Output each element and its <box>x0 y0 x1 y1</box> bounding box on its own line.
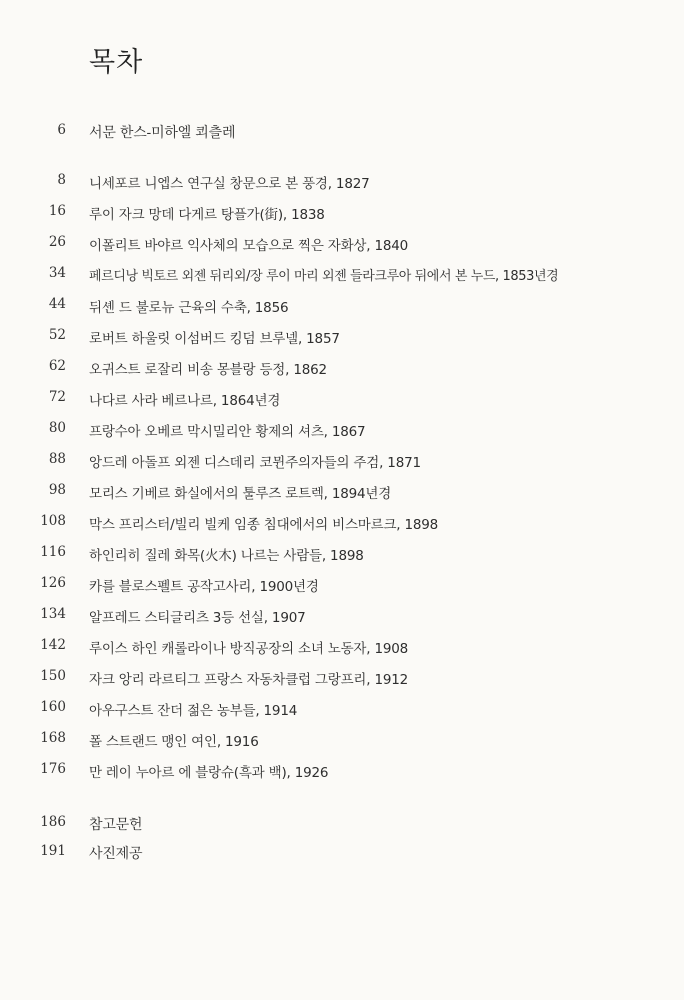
toc-entry-title: 니세포르 니엡스 연구실 창문으로 본 풍경, 1827 <box>89 176 370 192</box>
toc-page-number: 44 <box>48 296 66 312</box>
toc-entry-title: 하인리히 질레 화목(火木) 나르는 사람들, 1898 <box>89 548 364 564</box>
toc-page-number: 186 <box>40 814 66 830</box>
toc-entry <box>0 327 684 349</box>
toc-entry <box>0 513 684 535</box>
toc-entry-title: 루이스 하인 캐롤라이나 방직공장의 소녀 노동자, 1908 <box>89 641 409 657</box>
toc-page-number: 108 <box>40 513 66 529</box>
toc-page-number: 72 <box>48 389 66 405</box>
toc-page-number: 176 <box>40 761 66 777</box>
toc-entry-title: 앙드레 아돌프 외젠 디스데리 코뮌주의자들의 주검, 1871 <box>89 455 421 471</box>
toc-page-number: 134 <box>40 606 66 622</box>
toc-entry-title: 사진제공 <box>89 846 143 862</box>
toc-page-number: 150 <box>40 668 66 684</box>
toc-entry <box>0 730 684 752</box>
toc-page-number: 34 <box>48 265 66 281</box>
toc-entry-title: 만 레이 누아르 에 블랑슈(흑과 백), 1926 <box>89 765 329 781</box>
toc-page-number: 16 <box>48 203 66 219</box>
toc-entry <box>0 296 684 318</box>
toc-page-number: 6 <box>57 122 66 138</box>
toc-entry <box>0 122 684 144</box>
toc-page-number: 168 <box>40 730 66 746</box>
toc-entry-title: 나다르 사라 베르나르, 1864년경 <box>89 393 281 409</box>
toc-page-number: 142 <box>40 637 66 653</box>
toc-page-number: 88 <box>48 451 66 467</box>
toc-page-number: 126 <box>40 575 66 591</box>
toc-entry-title: 알프레드 스티글리츠 3등 선실, 1907 <box>89 610 306 626</box>
toc-entry-title: 서문 한스-미하엘 쾨츨레 <box>89 125 236 141</box>
toc-entry <box>0 761 684 783</box>
toc-entry <box>0 637 684 659</box>
toc-entry-title: 페르디낭 빅토르 외젠 뒤리외/장 루이 마리 외젠 들라크루아 뒤에서 본 누드, 1853년경 <box>89 269 559 284</box>
toc-page-number: 191 <box>40 843 66 859</box>
toc-page-number: 26 <box>48 234 66 250</box>
toc-page-number: 8 <box>57 172 66 188</box>
toc-entry-title: 모리스 기베르 화실에서의 툴루즈 로트렉, 1894년경 <box>89 486 392 502</box>
toc-entry <box>0 843 684 865</box>
toc-entry-title: 아우구스트 잔더 젊은 농부들, 1914 <box>89 703 298 719</box>
toc-entry-title: 프랑수아 오베르 막시밀리안 황제의 셔츠, 1867 <box>89 424 366 440</box>
toc-page-number: 80 <box>48 420 66 436</box>
toc-page-number: 160 <box>40 699 66 715</box>
toc-entry <box>0 203 684 225</box>
toc-entry <box>0 699 684 721</box>
toc-entry-title: 자크 앙리 라르티그 프랑스 자동차클럽 그랑프리, 1912 <box>89 672 409 688</box>
toc-entry <box>0 420 684 442</box>
toc-entry-title: 오귀스트 로잘리 비송 몽블랑 등정, 1862 <box>89 362 327 378</box>
toc-entry-title: 카를 블로스펠트 공작고사리, 1900년경 <box>89 579 319 595</box>
toc-page-number: 62 <box>48 358 66 374</box>
toc-entry <box>0 172 684 194</box>
toc-entry <box>0 575 684 597</box>
toc-entry-title: 이폴리트 바야르 익사체의 모습으로 찍은 자화상, 1840 <box>89 238 409 254</box>
toc-entry-title: 로버트 하울릿 이섬버드 킹덤 브루넬, 1857 <box>89 331 340 347</box>
toc-entry <box>0 544 684 566</box>
toc-entry <box>0 389 684 411</box>
toc-entry-title: 뒤셴 드 불로뉴 근육의 수축, 1856 <box>89 300 289 316</box>
toc-entry-title: 폴 스트랜드 맹인 여인, 1916 <box>89 734 259 750</box>
toc-entry <box>0 482 684 504</box>
toc-entry <box>0 358 684 380</box>
toc-entry <box>0 814 684 836</box>
toc-entry <box>0 668 684 690</box>
toc-entry <box>0 606 684 628</box>
toc-page-number: 98 <box>48 482 66 498</box>
toc-entry <box>0 451 684 473</box>
page-title: 목차 <box>89 47 144 78</box>
toc-entry-title: 루이 자크 망데 다게르 탕플가(街), 1838 <box>89 207 325 223</box>
toc-entry-title: 참고문헌 <box>89 817 143 833</box>
toc-entry <box>0 265 684 287</box>
toc-page-number: 116 <box>40 544 66 560</box>
toc-page-number: 52 <box>48 327 66 343</box>
toc-entry <box>0 234 684 256</box>
toc-entry-title: 막스 프리스터/빌리 빌케 임종 침대에서의 비스마르크, 1898 <box>89 517 439 533</box>
